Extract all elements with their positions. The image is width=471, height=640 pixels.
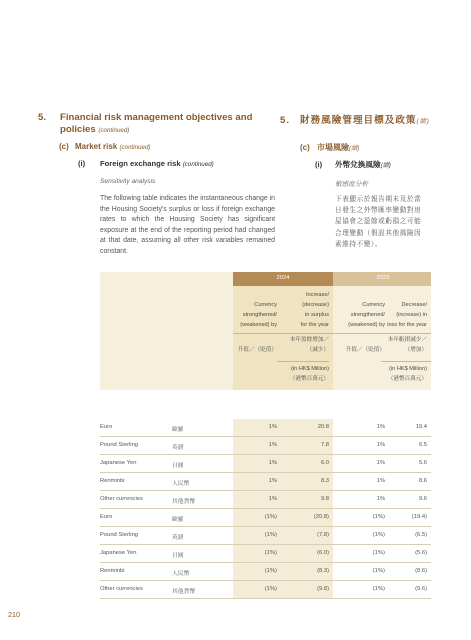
header-line: （增加） [404, 347, 427, 353]
value-2023: 19.4 [415, 424, 427, 430]
currency-zh: 英鎊 [172, 445, 184, 451]
change-2023: 1% [376, 460, 385, 466]
unit-en: (in HK$ Million) [291, 366, 329, 372]
change-2024: (1%) [264, 550, 277, 556]
unit-divider-2024 [277, 361, 329, 362]
currency-en: Pound Sterling [100, 532, 139, 538]
change-2024: 1% [268, 460, 277, 466]
section-title-zh: 財務風險管理目標及政策 [300, 115, 417, 126]
currency-en: Japanese Yen [100, 550, 137, 556]
currency-zh: 英鎊 [172, 535, 184, 541]
unit-en: (in HK$ Million) [389, 366, 427, 372]
section-title-en: Financial risk management objectives and [60, 112, 253, 123]
change-2023: 1% [376, 478, 385, 484]
value-2024: (7.8) [317, 532, 329, 538]
header-line: strengthened/ [350, 312, 385, 318]
change-2024: 1% [268, 478, 277, 484]
header-line: Currency [362, 302, 385, 308]
change-2023: (1%) [372, 514, 385, 520]
currency-zh: 人民幣 [172, 571, 190, 577]
header-divider [233, 333, 431, 334]
item-number-zh: (i) [315, 160, 323, 169]
change-2023: 1% [376, 424, 385, 430]
section-heading-en [38, 112, 283, 137]
unit-divider-2023 [381, 361, 431, 362]
table-row [100, 455, 431, 473]
header-2023-currency-zh: 升值／（貶值） [345, 347, 385, 353]
header-2024-currency [233, 300, 277, 330]
section-heading-zh [280, 112, 430, 126]
subsection-number: (c) [59, 142, 69, 151]
header-line: (weakened) by [348, 322, 385, 328]
currency-zh: 其他貨幣 [172, 499, 196, 505]
item-title-en: Foreign exchange risk [100, 159, 181, 168]
currency-en: Renminbi [100, 568, 125, 574]
value-2023: 6.5 [418, 442, 427, 448]
currency-zh: 其他貨幣 [172, 589, 196, 595]
paragraph-en: The following table indicates the instantaneous change in the Housing Society's surplus or loss if foreign exchange rates to which the Housing Society has significant exposure at the end of the reporting period had changed at that date, assuming all other risk variables remained constant. [100, 195, 275, 255]
table-row [100, 437, 431, 455]
change-2023: (1%) [372, 550, 385, 556]
value-2024: 6.0 [320, 460, 329, 466]
item-continued-en: (continued) [182, 161, 214, 168]
header-line: 本年虧損減少／ [387, 337, 427, 343]
value-2024: (9.8) [317, 586, 329, 592]
header-2023-loss [381, 300, 427, 330]
change-2023: 1% [376, 442, 385, 448]
header-line: (weakened) by [240, 322, 277, 328]
change-2024: 1% [268, 424, 277, 430]
currency-en: Renminbi [100, 478, 125, 484]
section-number-zh: 5. [280, 115, 291, 126]
currency-en: Japanese Yen [100, 460, 137, 466]
unit-2024 [277, 364, 329, 384]
item-heading-en [78, 159, 214, 168]
item-number: (i) [78, 159, 86, 168]
value-2023: 5.6 [418, 460, 427, 466]
header-line: in surplus [305, 312, 329, 318]
change-2023: (1%) [372, 586, 385, 592]
value-2024: 7.8 [320, 442, 329, 448]
currency-en: Other currencies [100, 586, 143, 592]
header-line: for the year [300, 322, 329, 328]
subsection-number-zh: (c) [300, 143, 310, 152]
header-line: loss for the year [387, 322, 427, 328]
header-line: (increase) in [396, 312, 427, 318]
subsection-continued-zh: (續) [349, 145, 360, 152]
section-continued-en: (continued) [98, 127, 130, 134]
currency-en: Other currencies [100, 496, 143, 502]
header-2023-loss-zh [381, 335, 427, 355]
unit-zh: （港幣百萬元） [289, 376, 329, 382]
table-row [100, 545, 431, 563]
change-2023: (1%) [372, 568, 385, 574]
section-title-en-line2: policies [60, 124, 96, 135]
value-2024: 9.8 [320, 496, 329, 502]
currency-zh: 日圓 [172, 463, 184, 469]
change-2024: 1% [268, 496, 277, 502]
currency-zh: 人民幣 [172, 481, 190, 487]
item-continued-zh: (續) [380, 162, 391, 169]
header-line: 本年盈餘增加／ [289, 337, 329, 343]
header-line: (decrease) [302, 302, 329, 308]
change-2023: (1%) [372, 532, 385, 538]
unit-zh: （港幣百萬元） [387, 376, 427, 382]
item-heading-zh [315, 159, 391, 170]
change-2023: 1% [376, 496, 385, 502]
header-line: Decrease/ [401, 302, 427, 308]
value-2023: 8.6 [418, 478, 427, 484]
header-line: Increase/ [305, 292, 329, 298]
header-2024-surplus-zh [277, 335, 329, 355]
value-2023: (19.4) [411, 514, 427, 520]
table-row [100, 563, 431, 581]
unit-2023 [381, 364, 427, 384]
currency-en: Euro [100, 424, 113, 430]
subsection-continued-en: (continued) [119, 144, 151, 151]
currency-zh: 歐羅 [172, 517, 184, 523]
table-row [100, 527, 431, 545]
change-2024: (1%) [264, 532, 277, 538]
change-2024: 1% [268, 442, 277, 448]
header-2024-currency-zh: 升值／（貶值） [237, 347, 277, 353]
value-2024: (6.0) [317, 550, 329, 556]
value-2023: 9.6 [418, 496, 427, 502]
header-2024-surplus [277, 290, 329, 330]
currency-en: Euro [100, 514, 113, 520]
subsection-heading-en [59, 142, 150, 151]
change-2024: (1%) [264, 568, 277, 574]
sensitivity-heading-en: Sensitivity analysis [100, 178, 156, 185]
value-2023: (9.6) [415, 586, 427, 592]
header-line: strengthened/ [242, 312, 277, 318]
value-2024: 8.3 [320, 478, 329, 484]
table-row [100, 509, 431, 527]
paragraph-zh: 下表顯示於報告期末及於當日發生之外幣匯率變動對房屋協會之盈餘或虧損之可能合理變動（假設其他風險因素維持不變）。 [335, 196, 422, 248]
year-label-2024: 2024 [276, 275, 290, 281]
value-2024: (8.3) [317, 568, 329, 574]
value-2023: (6.5) [415, 532, 427, 538]
page-number: 210 [8, 610, 20, 619]
section-number: 5. [38, 112, 47, 123]
item-title-zh: 外幣兌換風險 [335, 160, 381, 169]
currency-zh: 歐羅 [172, 427, 184, 433]
change-2024: (1%) [264, 586, 277, 592]
table-row [100, 491, 431, 509]
subsection-title-zh: 市場風險 [317, 143, 349, 152]
value-2024: (20.8) [313, 514, 329, 520]
section-continued-zh: (續) [416, 118, 430, 125]
subsection-title-en: Market risk [75, 142, 118, 151]
currency-zh: 日圓 [172, 553, 184, 559]
currency-en: Pound Sterling [100, 442, 139, 448]
subsection-heading-zh [300, 142, 359, 153]
table-row [100, 473, 431, 491]
year-label-2023: 2023 [376, 275, 390, 281]
table-row [100, 581, 431, 599]
header-line: Currency [254, 302, 277, 308]
sensitivity-heading-zh: 敏感度分析 [335, 181, 368, 188]
value-2023: (5.6) [415, 550, 427, 556]
table-row [100, 419, 431, 437]
value-2024: 20.8 [317, 424, 329, 430]
header-2023-currency [333, 300, 385, 330]
value-2023: (8.6) [415, 568, 427, 574]
header-line: （減少） [306, 347, 329, 353]
change-2024: (1%) [264, 514, 277, 520]
